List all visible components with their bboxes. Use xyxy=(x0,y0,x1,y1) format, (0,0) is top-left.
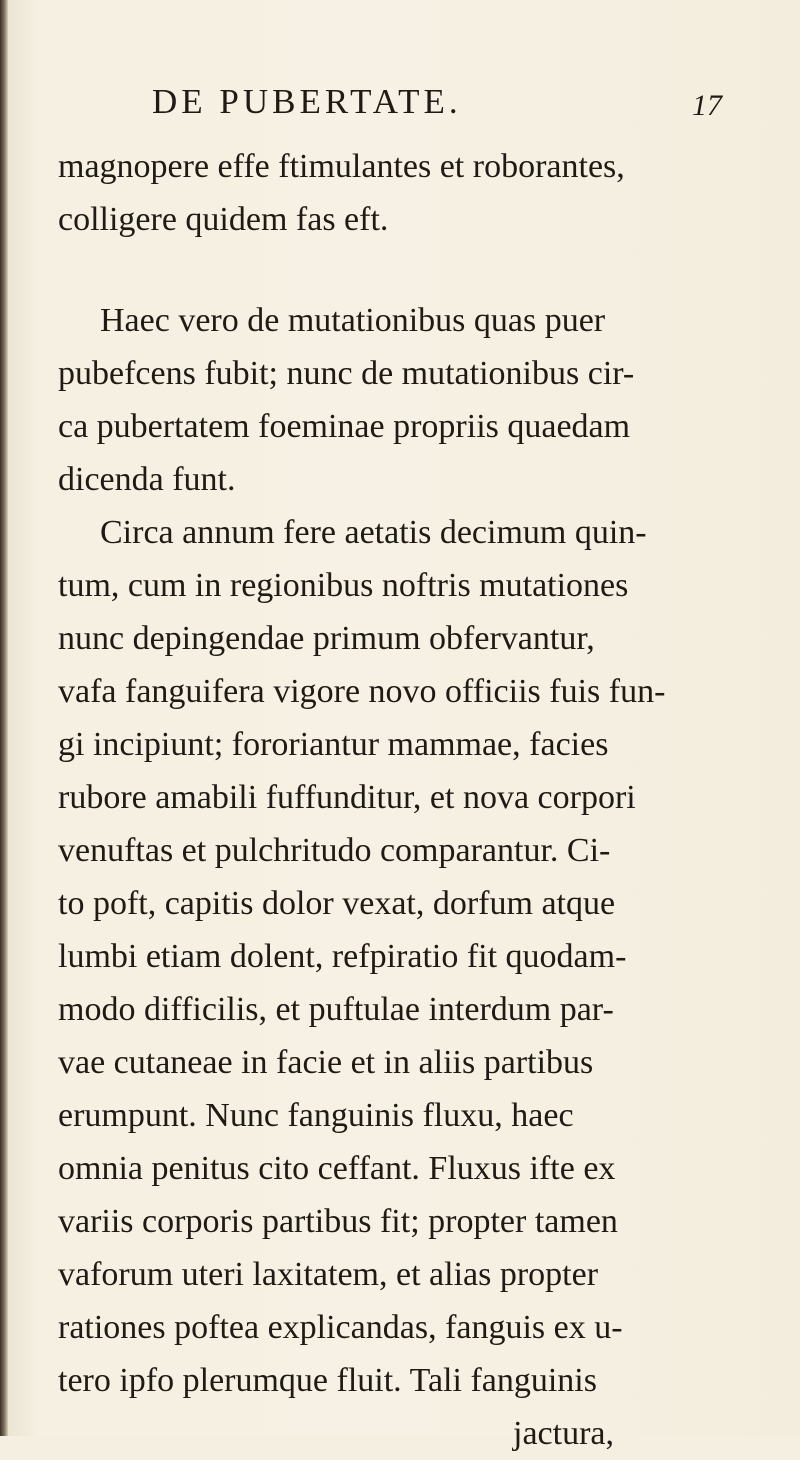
text-line: to poft, capitis dolor vexat, dorfum atque xyxy=(58,885,616,922)
text-line: vafa fanguifera vigore novo officiis fuis fun- xyxy=(58,673,666,710)
text-line: rubore amabili fuffunditur, et nova corpori xyxy=(58,779,636,816)
text-line: Circa annum fere aetatis decimum quin- xyxy=(100,514,647,551)
text-line: rationes poftea explicandas, fanguis ex u- xyxy=(58,1309,623,1346)
text-line: colligere quidem fas eft. xyxy=(58,201,389,238)
text-line: nunc depingendae primum obfervantur, xyxy=(58,620,595,657)
text-line: gi incipiunt; fororiantur mammae, facies xyxy=(58,726,609,763)
catchword: jactura, xyxy=(513,1415,614,1452)
text-line: modo difficilis, et puftulae interdum par- xyxy=(58,991,614,1028)
running-head: DE PUBERTATE. xyxy=(152,82,462,121)
page-number: 17 xyxy=(692,89,722,122)
text-line: tero ipfo plerumque fluit. Tali fanguinis xyxy=(58,1362,597,1399)
text-line: tum, cum in regionibus noftris mutationes xyxy=(58,567,629,604)
text-line: ca pubertatem foeminae propriis quaedam xyxy=(58,408,631,445)
text-line: venuftas et pulchritudo comparantur. Ci- xyxy=(58,832,611,869)
paragraph-3 xyxy=(58,506,758,1460)
page-header xyxy=(152,80,722,128)
text-line: omnia penitus cito ceffant. Fluxus ifte ex xyxy=(58,1150,616,1187)
text-line: pubefcens fubit; nunc de mutationibus cir- xyxy=(58,355,635,392)
text-line: vae cutaneae in facie et in aliis partibus xyxy=(58,1044,594,1081)
text-line: lumbi etiam dolent, refpiratio fit quodam- xyxy=(58,938,627,975)
text-line: Haec vero de mutationibus quas puer xyxy=(100,302,606,339)
text-line: erumpunt. Nunc fanguinis fluxu, haec xyxy=(58,1097,574,1134)
page-spine-edge xyxy=(0,0,8,1436)
text-line: variis corporis partibus fit; propter tamen xyxy=(58,1203,618,1240)
paragraph-2 xyxy=(58,294,758,506)
paragraph-1 xyxy=(58,140,758,246)
text-line: dicenda funt. xyxy=(58,461,236,498)
text-line: magnopere effe ftimulantes et roborantes, xyxy=(58,148,625,185)
text-line: vaforum uteri laxitatem, et alias propter xyxy=(58,1256,599,1293)
body-text xyxy=(58,140,758,1460)
